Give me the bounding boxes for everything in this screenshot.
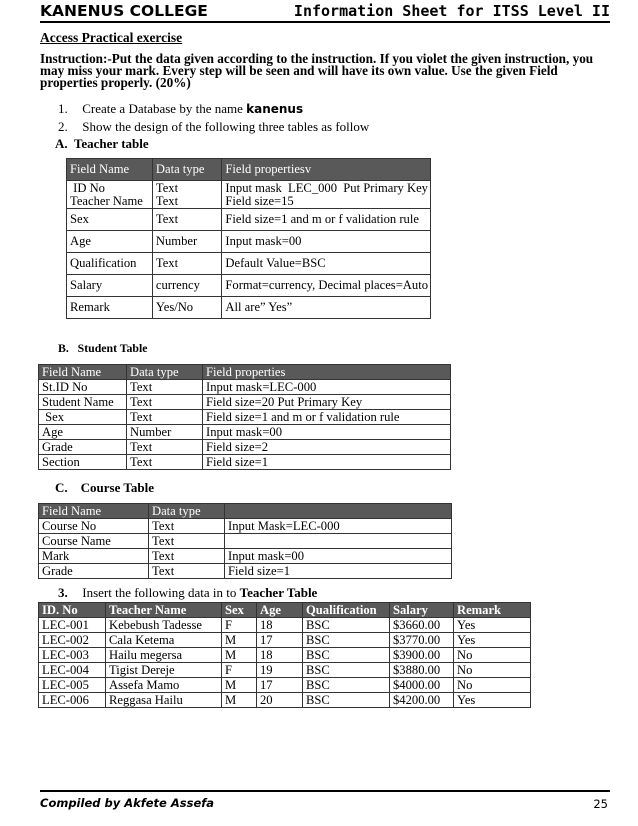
table-cell: Age	[67, 231, 153, 253]
table-row	[39, 618, 531, 633]
table-row	[39, 564, 452, 579]
table-row	[39, 663, 531, 678]
table-cell: Sex	[67, 209, 153, 231]
table-header-row	[39, 504, 452, 519]
table-cell: Text	[127, 395, 203, 410]
table-cell: Input mask=00	[203, 425, 451, 440]
table-cell: Text	[149, 564, 225, 579]
table-cell: Field size=1	[203, 455, 451, 470]
section-title: Access Practical exercise	[40, 30, 183, 45]
header-rule	[40, 21, 610, 23]
column-header: Sex	[222, 603, 257, 618]
header-sheet-title: Information Sheet for ITSS Level II	[293, 2, 610, 20]
table-row	[67, 231, 431, 253]
table-cell: Number	[127, 425, 203, 440]
student-design-table	[38, 364, 451, 470]
table-cell: Mark	[39, 549, 149, 564]
table-cell: Section	[39, 455, 127, 470]
table-cell: $3770.00	[390, 633, 454, 648]
table-cell: Assefa Mamo	[106, 678, 222, 693]
column-header: ID. No	[39, 603, 106, 618]
footer-rule	[40, 790, 610, 792]
teacher-table-label: A. Teacher table	[55, 136, 149, 151]
table-row	[67, 209, 431, 231]
table-row	[39, 693, 531, 708]
table-cell: Yes	[454, 633, 531, 648]
table-cell: F	[222, 618, 257, 633]
table-cell: Course No	[39, 519, 149, 534]
table-header-row	[39, 603, 531, 618]
table-cell: LEC-005	[39, 678, 106, 693]
column-header: Field Name	[39, 365, 127, 380]
step-1-number: 1.	[58, 101, 68, 116]
table-cell: M	[222, 693, 257, 708]
table-cell: Default Value=BSC	[222, 253, 431, 275]
column-header: Data type	[149, 504, 225, 519]
column-header: Data type	[152, 159, 222, 181]
table-cell: 17	[257, 678, 303, 693]
table-cell: LEC-002	[39, 633, 106, 648]
table-cell: 17	[257, 633, 303, 648]
table-cell: Qualification	[67, 253, 153, 275]
table-cell: Grade	[39, 440, 127, 455]
table-cell: Text	[149, 534, 225, 549]
table-cell: Student Name	[39, 395, 127, 410]
page-number: 25	[593, 797, 608, 811]
table-cell: Text	[149, 519, 225, 534]
table-row	[39, 648, 531, 663]
step-1-text: Create a Database by the name	[82, 101, 247, 116]
table-cell: Field size=2	[203, 440, 451, 455]
step-3	[58, 585, 317, 601]
table-cell: 18	[257, 648, 303, 663]
table-row	[67, 275, 431, 297]
course-table-label: C. Course Table	[55, 480, 154, 495]
table-cell: LEC-001	[39, 618, 106, 633]
table-cell: LEC-003	[39, 648, 106, 663]
table-row	[39, 395, 451, 410]
table-row	[39, 410, 451, 425]
table-cell: St.ID No	[39, 380, 127, 395]
table-row	[67, 297, 431, 319]
column-header: Age	[257, 603, 303, 618]
step-2-number: 2.	[58, 119, 68, 134]
table-cell: No	[454, 678, 531, 693]
table-cell: BSC	[303, 633, 390, 648]
table-row	[39, 633, 531, 648]
column-header: Salary	[390, 603, 454, 618]
table-cell: $3900.00	[390, 648, 454, 663]
footer-author: Compiled by Akfete Assefa	[40, 796, 215, 810]
table-header-row	[67, 159, 431, 181]
table-row	[39, 440, 451, 455]
table-cell: Tigist Dereje	[106, 663, 222, 678]
table-cell: Text	[127, 440, 203, 455]
table-cell: Grade	[39, 564, 149, 579]
table-cell: $3880.00	[390, 663, 454, 678]
table-cell: $3660.00	[390, 618, 454, 633]
instruction-text: Instruction:-Put the data given according to the instruction. If you violet the given instruction, you may miss your mark. Every step will be seen and will have its own value. Use the given Field properties properly. (20%)	[40, 51, 594, 90]
table-row	[39, 455, 451, 470]
table-row	[39, 678, 531, 693]
column-header: Field propertiesv	[222, 159, 431, 181]
table-cell: ID No Teacher Name	[67, 181, 153, 209]
table-cell: Salary	[67, 275, 153, 297]
table-cell: Course Name	[39, 534, 149, 549]
table-cell: LEC-006	[39, 693, 106, 708]
table-cell: BSC	[303, 693, 390, 708]
table-cell: Text	[149, 549, 225, 564]
column-header: Data type	[127, 365, 203, 380]
table-cell: Format=currency, Decimal places=Auto	[222, 275, 431, 297]
table-cell: Text	[152, 253, 222, 275]
step-2	[58, 119, 369, 135]
column-header: Qualification	[303, 603, 390, 618]
table-row	[67, 181, 431, 209]
table-cell: Text	[127, 380, 203, 395]
table-cell: Text	[152, 209, 222, 231]
table-cell: M	[222, 678, 257, 693]
table-cell: Input mask=00	[222, 231, 431, 253]
table-cell: Kebebush Tadesse	[106, 618, 222, 633]
table-cell: No	[454, 648, 531, 663]
table-cell: Hailu megersa	[106, 648, 222, 663]
table-cell: Input mask LEC_000 Put Primary Key Field size=15	[222, 181, 431, 209]
step-3-text: Insert the following data in to	[82, 585, 240, 600]
table-cell: 20	[257, 693, 303, 708]
table-cell: Remark	[67, 297, 153, 319]
table-cell: Field size=20 Put Primary Key	[203, 395, 451, 410]
table-cell: Field size=1 and m or f validation rule	[203, 410, 451, 425]
table-cell: currency	[152, 275, 222, 297]
step-3-table-name: Teacher Table	[239, 585, 318, 600]
column-header: Teacher Name	[106, 603, 222, 618]
column-header: Field properties	[203, 365, 451, 380]
student-table-label: B. Student Table	[58, 341, 148, 355]
table-cell: Field size=1 and m or f validation rule	[222, 209, 431, 231]
table-cell: LEC-004	[39, 663, 106, 678]
table-cell	[225, 534, 452, 549]
teacher-data-table	[38, 602, 531, 708]
header-college-name: KANENUS COLLEGE	[40, 2, 208, 20]
table-cell: BSC	[303, 663, 390, 678]
table-cell: Text Text	[152, 181, 222, 209]
table-cell: M	[222, 648, 257, 663]
step-3-number: 3.	[58, 585, 68, 600]
table-cell: Yes	[454, 618, 531, 633]
step-1	[58, 101, 303, 117]
table-cell: Text	[127, 410, 203, 425]
table-cell: All are” Yes”	[222, 297, 431, 319]
table-cell: BSC	[303, 618, 390, 633]
table-cell: Field size=1	[225, 564, 452, 579]
table-cell: Yes	[454, 693, 531, 708]
table-cell: Text	[127, 455, 203, 470]
table-cell: Number	[152, 231, 222, 253]
table-cell: BSC	[303, 648, 390, 663]
database-name: kanenus	[246, 102, 304, 116]
table-row	[39, 425, 451, 440]
table-cell: 18	[257, 618, 303, 633]
table-cell: Input mask=LEC-000	[203, 380, 451, 395]
table-cell: Input Mask=LEC-000	[225, 519, 452, 534]
column-header: Field Name	[39, 504, 149, 519]
column-header: Field Name	[67, 159, 153, 181]
table-row	[39, 519, 452, 534]
teacher-design-table	[66, 158, 431, 319]
table-cell: No	[454, 663, 531, 678]
table-cell: Input mask=00	[225, 549, 452, 564]
table-cell: M	[222, 633, 257, 648]
table-cell: Age	[39, 425, 127, 440]
table-cell: Yes/No	[152, 297, 222, 319]
table-row	[39, 380, 451, 395]
course-design-table	[38, 503, 452, 579]
table-cell: Sex	[39, 410, 127, 425]
column-header	[225, 504, 452, 519]
table-row	[39, 534, 452, 549]
table-cell: $4000.00	[390, 678, 454, 693]
table-cell: BSC	[303, 678, 390, 693]
step-2-text: Show the design of the following three tables as follow	[82, 119, 370, 134]
column-header: Remark	[454, 603, 531, 618]
table-cell: F	[222, 663, 257, 678]
table-cell: $4200.00	[390, 693, 454, 708]
table-row	[39, 549, 452, 564]
table-cell: Reggasa Hailu	[106, 693, 222, 708]
table-cell: Cala Ketema	[106, 633, 222, 648]
table-row	[67, 253, 431, 275]
table-header-row	[39, 365, 451, 380]
table-cell: 19	[257, 663, 303, 678]
